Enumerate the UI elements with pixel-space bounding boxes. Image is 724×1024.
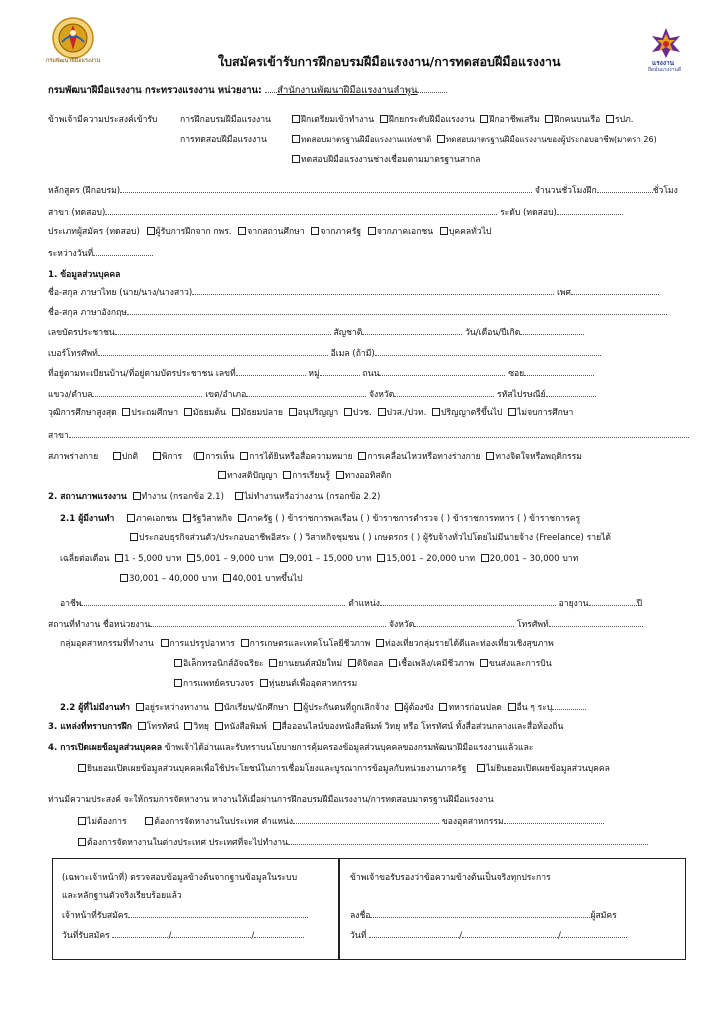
checkbox-autism[interactable] <box>336 471 344 479</box>
option-label: 30,001 – 40,000 บาท <box>129 574 218 584</box>
option-label: ฝึกอาชีพเสริม <box>489 115 540 125</box>
option-label: ไม่ยินยอมเปิดเผยข้อมูลส่วนบุคคล <box>486 764 610 774</box>
certify-text: ข้าพเจ้าขอรับรองว่าข้อความข้างต้นเป็นจริงทุกประการ <box>350 873 551 883</box>
option-label: ท่องเที่ยวกลุ่มรายได้ดีและท่องเที่ยวเชิงสุขภาพ <box>385 639 554 649</box>
abroad-country-field[interactable] <box>288 835 648 845</box>
industry-row-2 <box>174 658 552 670</box>
period-label: ระหว่างวันที่ <box>48 249 94 259</box>
position-label: ตำแหน่ง <box>348 599 380 609</box>
option-label: อื่น ๆ ระบุ <box>516 703 553 713</box>
option-label: 20,001 – 30,000 บาท <box>489 554 579 564</box>
training-options <box>292 114 633 126</box>
name-en-row <box>48 305 667 319</box>
occupation-row <box>60 596 642 610</box>
option-label: ยินยอมเปิดเผยข้อมูลส่วนบุคคลเพื่อใช้ประโยชน์ในการเชื่อมโยงและบูรณาการข้อมูลกับหน่วยงานภาครัฐ <box>87 764 467 774</box>
checkbox-hearing[interactable] <box>240 452 248 460</box>
option-label: ทางออทิสติก <box>344 471 392 481</box>
receiver-row <box>62 908 308 922</box>
page-title: ใบสมัครเข้ารับการฝึกอบรมฝีมือแรงงาน/การทดสอบฝีมือแรงงาน <box>218 54 561 69</box>
checkbox-welder-standard[interactable] <box>292 155 300 163</box>
checkbox-high-vocational[interactable] <box>378 408 386 416</box>
testing-options-2 <box>292 154 480 166</box>
checkbox-mobility[interactable] <box>358 452 366 460</box>
education-row <box>48 407 573 419</box>
option-label: อนุปริญญา <box>297 408 339 418</box>
checkbox-disabled[interactable] <box>153 452 161 460</box>
option-label: 9,001 – 15,000 บาท <box>288 554 372 564</box>
option-label: ประกอบธุรกิจส่วนตัว/ประกอบอาชีพอิสระ ( ) วิสาหกิจชุมชน ( ) เกษตรกร ( ) ผู้รับจ้างทั่วไปโดยไม่มีนายจ้าง (Freelance) รายได้ <box>139 533 612 543</box>
checkbox-online-media[interactable] <box>273 722 281 730</box>
education-label: วุฒิการศึกษาสูงสุด <box>48 408 117 418</box>
branch-label: สาขา (ทดสอบ) <box>48 208 106 218</box>
labor-logo-subcaption: ยึดมั่นแรงงานดี <box>648 67 682 73</box>
section4-heading: 4. การเปิดเผยข้อมูลส่วนบุคคล <box>48 743 162 753</box>
received-date-row: วันที่รับสมัคร / / <box>62 928 304 942</box>
option-label: ประถมศึกษา <box>131 408 179 418</box>
checkbox-income-6[interactable] <box>120 574 128 582</box>
occupation-label: อาชีพ <box>60 599 82 609</box>
checkbox-intellectual[interactable] <box>218 471 226 479</box>
wp-province-label: จังหวัด <box>388 620 415 630</box>
birthdate-field[interactable] <box>520 325 584 335</box>
course-field[interactable] <box>120 183 532 193</box>
purpose-label: ข้าพเจ้ามีความประสงค์เข้ารับ <box>48 115 158 125</box>
checkbox-vocational[interactable] <box>344 408 352 416</box>
checkbox-job-no[interactable] <box>78 817 86 825</box>
checkbox-other[interactable] <box>508 703 516 711</box>
option-label: ปวช. <box>352 408 372 418</box>
checkbox-national-standard[interactable] <box>292 135 300 143</box>
work-age-field[interactable] <box>589 596 637 606</box>
year-label: ปี <box>636 599 643 609</box>
physical-row: สภาพร่างกาย ปกติ พิการ ( การเห็น การได้ยินหรือสื่อความหมาย การเคลื่อนไหวหรือทางร่างกาย ทางจิตใจหรือพฤติกรรม <box>48 452 582 462</box>
option-label: ต้องการจัดหางานในต่างประเทศ ประเทศที่จะไปทำงาน <box>87 838 288 848</box>
name-th-row <box>48 285 659 299</box>
option-label: ทดสอบมาตรฐานฝีมือแรงงานของผู้ประกอบอาชีพ(มาตรา 26) <box>445 135 657 144</box>
income-label: เฉลี่ยต่อเดือน <box>60 554 110 564</box>
road-field[interactable] <box>379 366 505 376</box>
option-label: มัธยมปลาย <box>240 408 283 418</box>
source-row <box>48 721 563 733</box>
checkbox-from-private[interactable] <box>368 227 376 235</box>
option-label: ผู้ต้องขัง <box>403 703 434 713</box>
agency-label: กรมพัฒนาฝีมือแรงงาน กระทรวงแรงงาน หน่วยงาน: <box>48 85 262 96</box>
phone-label: เบอร์โทรศัพท์ <box>48 349 98 359</box>
postcode-field[interactable] <box>546 387 596 397</box>
subdistrict-field[interactable] <box>92 387 202 397</box>
s21-row-2 <box>130 532 611 544</box>
gender-label: เพศ <box>556 288 571 298</box>
option-label: ทหารก่อนปลด <box>448 703 502 713</box>
option-label: 15,001 – 20,000 บาท <box>386 554 475 564</box>
agency-line <box>48 83 447 97</box>
received-date-label: วันที่รับสมัคร <box>62 931 110 941</box>
option-label: บุคคลทั่วไป <box>448 227 492 237</box>
checkbox-prep-training[interactable] <box>292 115 300 123</box>
s21-row <box>60 513 580 525</box>
province-label: จังหวัด <box>368 390 395 400</box>
applicant-type-row <box>48 226 491 238</box>
option-label: ผู้รับการฝึกจาก กพร. <box>155 227 232 237</box>
checkbox-working[interactable] <box>133 492 141 500</box>
checkbox-state-enterprise[interactable] <box>183 514 191 522</box>
course-label: หลักสูตร (ฝึกอบรม) <box>48 186 121 196</box>
checkbox-medical[interactable] <box>174 679 182 687</box>
checkbox-associate[interactable] <box>289 408 297 416</box>
nationality-field[interactable] <box>362 325 462 335</box>
option-label: ไม่ทำงานหรือว่างงาน (กรอกข้อ 2.2) <box>243 492 381 502</box>
checkbox-income-3[interactable] <box>280 554 288 562</box>
checkbox-lower-secondary[interactable] <box>184 408 192 416</box>
address-label: ที่อยู่ตามทะเบียนบ้าน/ที่อยู่ตามบัตรประชาชน เลขที่ <box>48 369 236 379</box>
applicant-sign-row <box>350 908 617 922</box>
hours-field[interactable] <box>597 183 653 193</box>
checkbox-food-processing[interactable] <box>161 639 169 647</box>
option-label: ภาคเอกชน <box>136 514 178 524</box>
gender-field[interactable] <box>571 285 659 295</box>
period-field[interactable] <box>93 246 153 256</box>
branch-row <box>48 205 623 219</box>
industry-label: กลุ่มอุตสาหกรรมที่ทำงาน <box>60 639 154 649</box>
consent-options <box>78 763 610 775</box>
checkbox-income-5[interactable] <box>481 554 489 562</box>
option-label: ฝึกเตรียมเข้าทำงาน <box>301 115 375 125</box>
name-th-label: ชื่อ-สกุล ภาษาไทย (นาย/นาง/นางสาว) <box>48 288 193 298</box>
checkbox-laid-off[interactable] <box>294 703 302 711</box>
applicant-date-row: วันที่ / / <box>350 928 627 942</box>
name-en-label: ชื่อ-สกุล ภาษาอังกฤษ <box>48 308 127 318</box>
phone-field[interactable] <box>98 346 328 356</box>
option-label: ทางสติปัญญา <box>227 471 278 481</box>
option-label: จากภาคเอกชน <box>376 227 434 237</box>
checkbox-no-education[interactable] <box>508 408 516 416</box>
checkbox-student[interactable] <box>215 703 223 711</box>
checkbox-seafarer[interactable] <box>545 115 553 123</box>
section1-heading: 1. ข้อมูลส่วนบุคคล <box>48 270 121 280</box>
received-month-field[interactable] <box>171 928 251 938</box>
option-label: โทรทัศน์ <box>146 722 179 732</box>
birthdate-label: วัน/เดือน/ปีเกิด <box>465 328 521 338</box>
consent-intro: ข้าพเจ้าได้อ่านและรับทราบนโยบายการคุ้มครองข้อมูลส่วนบุคคลของกรมพัฒนาฝีมือแรงงานแล้วและ <box>164 743 534 753</box>
checkbox-robotics[interactable] <box>260 679 268 687</box>
postcode-label: รหัสไปรษณีย์ <box>497 390 546 400</box>
checkbox-income-1[interactable] <box>115 554 123 562</box>
option-label: จากสถานศึกษา <box>247 227 305 237</box>
occupation-field[interactable] <box>81 596 345 606</box>
workplace-field[interactable] <box>150 617 386 627</box>
major-row <box>48 428 689 442</box>
checkbox-primary[interactable] <box>122 408 130 416</box>
checkbox-upskill[interactable] <box>380 115 388 123</box>
option-label: อยู่ระหว่างหางาน <box>144 703 210 713</box>
checkbox-private-sector[interactable] <box>127 514 135 522</box>
applicant-month-field[interactable] <box>462 928 558 938</box>
major-label: สาขา <box>48 431 69 441</box>
checkbox-mental[interactable] <box>486 452 494 460</box>
major-field[interactable] <box>69 428 689 438</box>
option-label: หนังสือพิมพ์ <box>223 722 267 732</box>
soi-field[interactable] <box>524 366 594 376</box>
workplace-label: สถานที่ทำงาน ชื่อหน่วยงาน <box>48 620 151 630</box>
checkbox-general-public[interactable] <box>440 227 448 235</box>
checkbox-self-employed[interactable] <box>130 533 138 541</box>
option-label: ภาครัฐ ( ) ข้าราชการพลเรือน ( ) ข้าราชการตำรวจ ( ) ข้าราชการทหาร ( ) ข้าราชการครู <box>246 514 581 524</box>
option-label: หุ่นยนต์เพื่ออุตสาหกรรม <box>268 679 358 689</box>
other-field[interactable] <box>552 700 586 710</box>
officer-line2: และหลักฐานตัวจริงเรียบร้อยแล้ว <box>62 891 182 901</box>
option-label: จากภาครัฐ <box>320 227 362 237</box>
option-label: นักเรียน/นักศึกษา <box>223 703 289 713</box>
option-label: การเคลื่อนไหวหรือทางร่างกาย <box>367 452 481 462</box>
checkbox-smart-electronics[interactable] <box>174 659 182 667</box>
option-label: รปภ. <box>615 115 634 125</box>
industry-row-3 <box>174 678 357 690</box>
option-label: ทำงาน (กรอกข้อ 2.1) <box>141 492 224 502</box>
option-label: 1 - 5,000 บาท <box>124 554 182 564</box>
applicant-label: ผู้สมัคร <box>590 911 617 921</box>
phone-row <box>48 346 601 360</box>
house-no-field[interactable] <box>236 366 306 376</box>
checkbox-job-seeking[interactable] <box>136 703 144 711</box>
s21-label: 2.1 ผู้มีงานทำ <box>60 514 115 524</box>
income-row <box>60 553 578 565</box>
name-en-field[interactable] <box>127 305 667 315</box>
option-label: ฝึกคนบนเรือ <box>554 115 601 125</box>
received-day-field[interactable] <box>112 928 168 938</box>
option-label: รัฐวิสาหกิจ <box>192 514 233 524</box>
checkbox-supplementary[interactable] <box>480 115 488 123</box>
checkbox-from-school[interactable] <box>238 227 246 235</box>
checkbox-visual[interactable] <box>196 452 204 460</box>
checkbox-tourism[interactable] <box>376 639 384 647</box>
wp-phone-label: โทรศัพท์ <box>517 620 549 630</box>
labor-logo-caption: แรงงาน <box>652 59 675 67</box>
workplace-row <box>48 617 643 631</box>
moo-label: หมู่ <box>308 369 320 379</box>
checkbox-bachelor[interactable] <box>432 408 440 416</box>
level-field[interactable] <box>557 205 623 215</box>
consent-row <box>48 742 533 754</box>
work-age-label: อายุงาน <box>558 599 589 609</box>
option-label: ปริญญาตรีขึ้นไป <box>441 408 503 418</box>
wp-province-field[interactable] <box>414 617 514 627</box>
industry-row <box>60 638 554 650</box>
checkbox-income-7[interactable] <box>223 574 231 582</box>
industry-group-field[interactable] <box>504 814 604 824</box>
email-field[interactable] <box>375 346 601 356</box>
option-label: การแปรรูปอาหาร <box>169 639 235 649</box>
checkbox-learning[interactable] <box>283 471 291 479</box>
sign-label: ลงชื่อ <box>350 911 371 921</box>
name-th-field[interactable] <box>192 285 554 295</box>
officer-line1: (เฉพาะเจ้าหน้าที่) ตรวจสอบข้อมูลข้างต้นจากฐานข้อมูลในระบบ <box>62 873 298 883</box>
s22-row <box>60 700 586 714</box>
applicant-year-field[interactable] <box>561 928 627 938</box>
applicant-day-field[interactable] <box>369 928 459 938</box>
option-label: ฝึกยกระดับฝีมือแรงงาน <box>388 115 475 125</box>
section3-heading: 3. แหล่งที่ทราบการฝึก <box>48 722 133 732</box>
checkbox-from-gov[interactable] <box>311 227 319 235</box>
s22-label: 2.2 ผู้ที่ไม่มีงานทำ <box>60 703 130 713</box>
applicant-type-label: ประเภทผู้สมัคร (ทดสอบ) <box>48 227 140 237</box>
option-label: การได้ยินหรือสื่อความหมาย <box>249 452 353 462</box>
job-abroad-row <box>78 835 648 849</box>
position-field[interactable] <box>380 596 556 606</box>
checkbox-upper-secondary[interactable] <box>232 408 240 416</box>
option-label: มัธยมต้น <box>192 408 226 418</box>
option-label: สื่อออนไลน์ของหนังสือพิมพ์ วิทยุ หรือ โทรทัศน์ ทั้งสื่อส่วนกลางและสื่อท้องถิ่น <box>281 722 564 732</box>
period-row <box>48 246 153 260</box>
checkbox-agri-biotech[interactable] <box>241 639 249 647</box>
option-label: ยานยนต์สมัยใหม่ <box>278 659 343 669</box>
option-label: ทดสอบมาตรฐานฝีมือแรงงานแห่งชาติ <box>301 135 432 144</box>
applicant-date-label: วันที่ <box>350 931 367 941</box>
checkbox-consent-agree[interactable] <box>78 764 86 772</box>
wp-phone-field[interactable] <box>549 617 643 627</box>
checkbox-radio[interactable] <box>184 722 192 730</box>
checkbox-inmate[interactable] <box>395 703 403 711</box>
option-label: ไม่ต้องการ <box>87 817 127 827</box>
option-label: การเรียนรู้ <box>292 471 330 481</box>
option-label: วิทยุ <box>193 722 209 732</box>
testing-options <box>292 134 657 146</box>
checkbox-consent-disagree[interactable] <box>477 764 485 772</box>
job-domestic-row <box>78 814 604 828</box>
hours-label: จำนวนชั่วโมงฝึก <box>534 186 597 196</box>
checkbox-dsd-trainee[interactable] <box>147 227 155 235</box>
option-label: ทดสอบฝีมือแรงงานช่างเชื่อมตามมาตรฐานสากล <box>301 155 481 165</box>
option-label: การเกษตรและเทคโนโลยีชีวภาพ <box>249 639 371 649</box>
address-row <box>48 366 594 380</box>
checkbox-income-2[interactable] <box>187 554 195 562</box>
job-question: ท่านมีความประสงค์ จะให้กรมการจัดหางาน หางานให้เมื่อผ่านการฝึกอบรมฝีมือแรงงาน/การทดสอบมาตรฐานฝีมือแรงงาน <box>48 795 494 805</box>
section2-heading: 2. สถานภาพแรงงาน <box>48 492 127 502</box>
receiver-label: เจ้าหน้าที่รับสมัคร <box>62 911 129 921</box>
option-label: การเห็น <box>205 452 235 462</box>
checkbox-digital[interactable] <box>348 659 356 667</box>
receiver-field[interactable] <box>128 908 308 918</box>
checkbox-automotive[interactable] <box>269 659 277 667</box>
id-label: เลขบัตรประชาชน <box>48 328 115 338</box>
option-label: การแพทย์ครบวงจร <box>183 679 255 689</box>
checkbox-aviation[interactable] <box>480 659 488 667</box>
option-label: ต้องการจัดหางานในประเทศ ตำแหน่ง <box>154 817 294 827</box>
agency-value[interactable]: สำนักงานพัฒนาฝีมือแรงงานลำพูน <box>277 85 418 96</box>
industry-group-label: ของอุตสาหกรรม <box>441 817 504 827</box>
option-label: พิการ <box>161 452 183 462</box>
course-row <box>48 183 678 197</box>
road-label: ถนน <box>362 369 380 379</box>
moo-field[interactable] <box>320 366 360 376</box>
checkbox-biofuel[interactable] <box>389 659 397 667</box>
id-field[interactable] <box>115 325 331 335</box>
option-label: ไม่จบการศึกษา <box>517 408 574 418</box>
received-year-field[interactable] <box>254 928 304 938</box>
checkbox-normal[interactable] <box>113 452 121 460</box>
soi-label: ซอย <box>508 369 525 379</box>
income-row-2 <box>120 573 303 585</box>
option-label: 40,001 บาทขึ้นไป <box>232 574 303 584</box>
option-label: ทางจิตใจหรือพฤติกรรม <box>495 452 582 462</box>
checkbox-section26[interactable] <box>437 135 445 143</box>
address-row-2 <box>48 387 596 401</box>
checkbox-job-abroad[interactable] <box>78 838 86 846</box>
testing-label: การทดสอบฝีมือแรงงาน <box>180 135 267 145</box>
signature-field[interactable] <box>370 908 590 918</box>
nationality-label: สัญชาติ <box>333 328 363 338</box>
domestic-position-field[interactable] <box>293 814 439 824</box>
checkbox-income-4[interactable] <box>377 554 385 562</box>
checkbox-newspaper[interactable] <box>215 722 223 730</box>
checkbox-not-working[interactable] <box>235 492 243 500</box>
option-label: เชื้อเพลิง/เคมีชีวภาพ <box>398 659 475 669</box>
checkbox-job-domestic[interactable] <box>145 817 153 825</box>
physical-row-2 <box>218 470 391 482</box>
email-label: อีเมล (ถ้ามี) <box>330 349 375 359</box>
checkbox-government[interactable] <box>238 514 246 522</box>
level-label: ระดับ (ทดสอบ) <box>500 208 557 218</box>
option-label: ผู้ประกันตนที่ถูกเลิกจ้าง <box>303 703 389 713</box>
province-field[interactable] <box>394 387 494 397</box>
checkbox-security-guard[interactable] <box>606 115 614 123</box>
option-label: ปกติ <box>121 452 139 462</box>
dsd-logo-caption: กรมพัฒนาฝีมือแรงงาน <box>46 58 101 64</box>
employment-row <box>48 491 380 503</box>
id-row <box>48 325 584 339</box>
option-label: อิเล็กทรอนิกส์อัจฉริยะ <box>183 659 264 669</box>
district-field[interactable] <box>246 387 366 397</box>
branch-field[interactable] <box>105 205 497 215</box>
option-label: ปวส./ปวท. <box>386 408 427 418</box>
checkbox-tv[interactable] <box>138 722 146 730</box>
district-label: เขต/อำเภอ <box>205 390 247 400</box>
option-label: ดิจิตอล <box>356 659 384 669</box>
physical-label: สภาพร่างกาย <box>48 452 99 462</box>
hours-unit: ชั่วโมง <box>652 186 678 196</box>
option-label: 5,001 – 9,000 บาท <box>196 554 274 564</box>
option-label: ขนส่งและการบิน <box>488 659 552 669</box>
checkbox-pre-discharge[interactable] <box>439 703 447 711</box>
subdistrict-label: แขวง/ตำบล <box>48 390 93 400</box>
training-label: การฝึกอบรมฝีมือแรงงาน <box>180 115 271 125</box>
